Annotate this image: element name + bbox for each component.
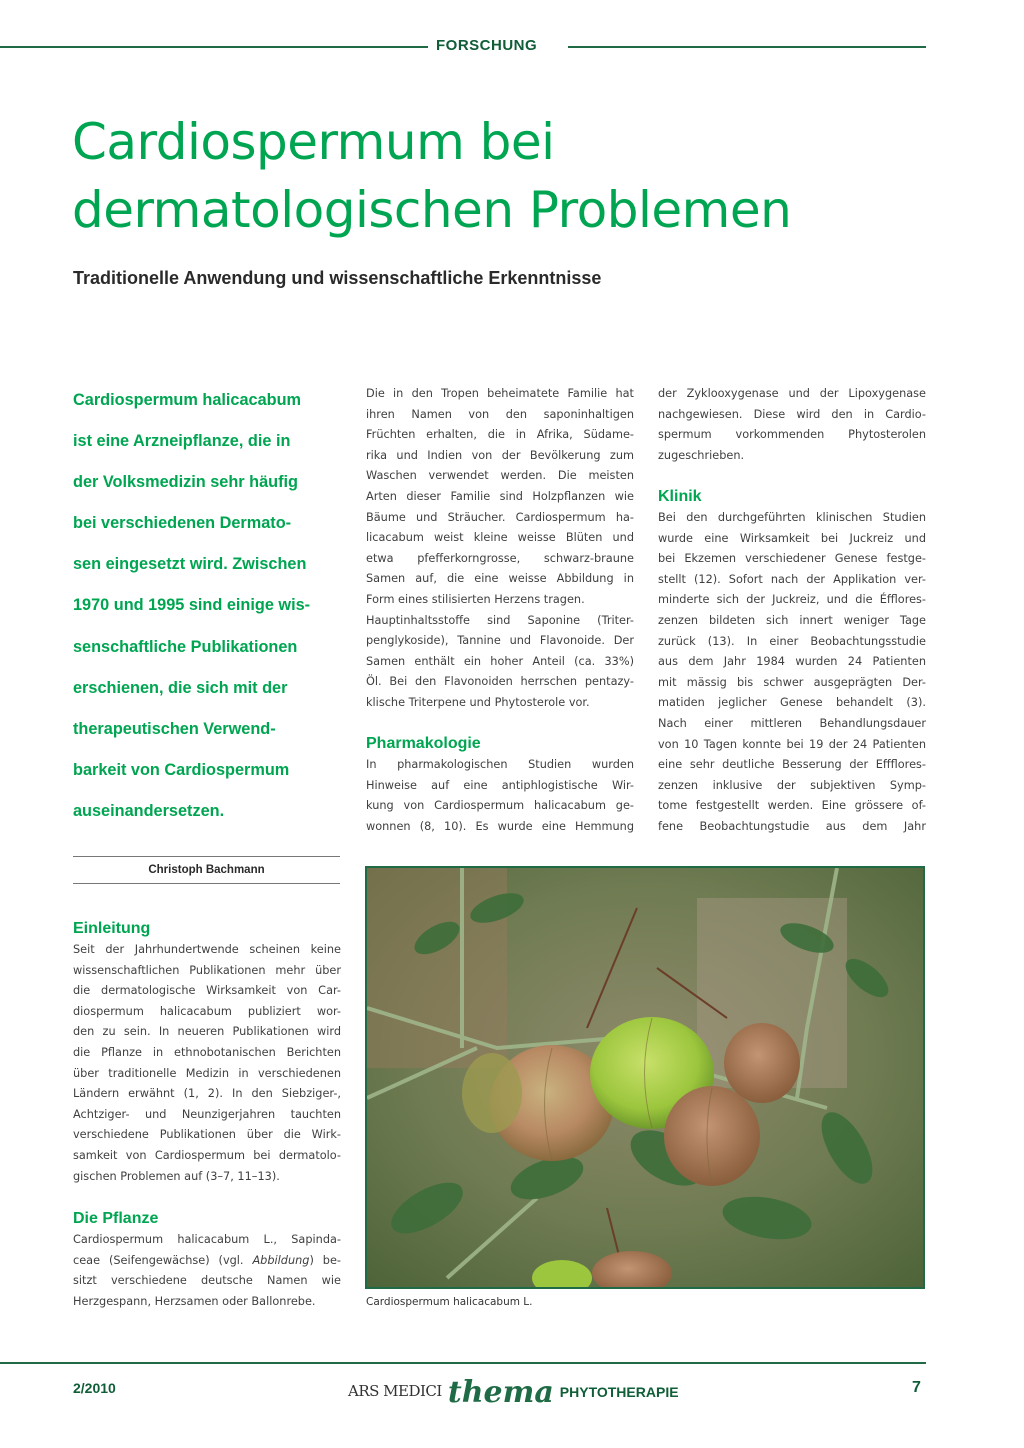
klinik-line: fene Beobachtungstudie aus dem Jahr (658, 819, 926, 833)
pharmakologie-line: In pharmakologischen Studien wurden (366, 758, 634, 771)
pharmakologie-body-continued (658, 384, 926, 466)
plant-photo (365, 866, 925, 1289)
lead-line: auseinandersetzen. (73, 801, 225, 820)
pflanze-text: ) be- (309, 1253, 341, 1267)
pflanze-text: ceae (Seifengewächse) (vgl. (73, 1253, 253, 1267)
section-klinik (658, 486, 926, 838)
page-title (72, 108, 952, 244)
logo-ars-medici: ARS MEDICI (348, 1382, 442, 1400)
lead-line: 1970 und 1995 sind einige wis- (73, 596, 311, 615)
lead-line: barkeit von Cardiospermum (73, 760, 290, 779)
familie-line: ihren Namen von den saponinhaltigen (366, 407, 634, 421)
heading-klinik: Klinik (658, 488, 702, 505)
section-familie (366, 384, 634, 714)
klinik-line: Nach einer mittleren Behandlungsdauer (658, 716, 926, 730)
einleitung-line: verschiedene Publikationen über die Wirk- (73, 1128, 341, 1142)
lead-line: bei verschiedenen Dermato- (73, 514, 292, 533)
familie-line: Früchten erhalten, die in Afrika, Südame- (366, 428, 634, 442)
lead-line: der Volksmedizin sehr häufig (73, 473, 298, 492)
footer-rule (0, 1362, 926, 1364)
header-rule-right (568, 46, 926, 48)
klinik-line: eine sehr deutliche Besserung der Effflores- (658, 758, 926, 772)
figure-caption: Cardiospermum halicacabum L. (366, 1296, 533, 1308)
klinik-line: zenzen inklusive der subjektiven Symp- (658, 778, 926, 792)
issue-number: 2/2010 (73, 1380, 116, 1396)
klinik-line: zurück (13). In einer Beobachtungsstudie (658, 634, 926, 648)
klinik-line: von 10 Tagen konnte bei 19 der 24 Patienten (658, 737, 926, 751)
einleitung-line: über traditionelle Medizin in verschiedenen (73, 1066, 341, 1080)
klinik-line: aus dem Jahr 1984 wurden 24 Patienten (658, 655, 926, 669)
familie-line: Samen auf, die eine weisse Abbildung in (366, 572, 634, 586)
familie-line: licacabum weist kleine weisse Blüten und (366, 531, 634, 545)
lead-line: senschaftliche Publikationen (73, 637, 298, 656)
familie-body (366, 384, 634, 714)
section-einleitung (73, 918, 341, 1187)
page-number: 7 (912, 1379, 921, 1396)
pharmakologie-line: spermum vorkommenden Phytosterolen (658, 428, 926, 442)
pharmakologie-line: kung von Cardiospermum halicacabum ge- (366, 799, 634, 813)
title-line-1: Cardiospermum bei (72, 113, 555, 171)
lead-line: therapeutischen Verwend- (73, 719, 276, 738)
familie-line: Öl. Bei den Flavonoiden herrschen pentazy- (366, 675, 634, 689)
klinik-line: wurde eine Wirksamkeit bei Juckreiz und (658, 531, 926, 545)
klinik-line: Bei den durchgeführten klinischen Studien (658, 511, 926, 524)
pharmakologie-line: wonnen (8, 10). Es wurde eine Hemmung (366, 819, 634, 833)
klinik-line: tome festgestellt werden. Eine grössere of- (658, 799, 926, 813)
lead-line: sen eingesetzt wird. Zwischen (73, 555, 307, 574)
einleitung-line: Achtziger- und Neunzigerjahren tauchten (73, 1107, 341, 1121)
title-line-2: dermatologischen Problemen (72, 181, 792, 239)
einleitung-line: Seit der Jahrhundertwende scheinen keine (73, 943, 341, 956)
pharmakologie-line: der Zyklooxygenase und der Lipoxygenase (658, 387, 926, 400)
einleitung-line: den zu sein. In neueren Publikationen wird (73, 1025, 341, 1039)
familie-line: etwa pfefferkorngrosse, schwarz-braune (366, 551, 634, 565)
familie-line: penglykoside), Tannine und Flavonoide. Der (366, 634, 634, 648)
rubric-label: PHYTOTHERAPIE (559, 1384, 679, 1400)
header-rule-left (0, 46, 428, 48)
pflanze-line: Cardiospermum halicacabum L., Sapinda- (73, 1233, 341, 1246)
pharmakologie-line: nachgewiesen. Diese wird den in Cardio- (658, 407, 926, 421)
einleitung-line: wissenschaftlichen Publikationen mehr über (73, 963, 341, 977)
klinik-line: bei Ekzemen verschiedener Genese festge- (658, 552, 926, 566)
familie-line: Samen enthält ein hoher Anteil (ca. 33%) (366, 654, 634, 668)
logo-thema: thema (447, 1375, 554, 1410)
section-pharmakologie (366, 733, 634, 837)
einleitung-line: gischen Problemen auf (3–7, 11–13). (73, 1169, 280, 1183)
familie-line: Bäume und Sträucher. Cardiospermum ha- (366, 510, 634, 524)
section-pharmakologie-cont (658, 384, 926, 466)
familie-line: Arten dieser Familie sind Holzpflanzen wie (366, 489, 634, 503)
section-die-pflanze (73, 1208, 341, 1312)
plant-photo-illustration (367, 868, 923, 1287)
pflanze-line (73, 1251, 341, 1272)
heading-die-pflanze: Die Pflanze (73, 1210, 159, 1227)
klinik-line: zenzen bildeten sich innert weniger Tage (658, 613, 926, 627)
familie-line: Hauptinhaltsstoffe sind Saponine (Triter- (366, 613, 634, 627)
pharmakologie-line: zugeschrieben. (658, 448, 745, 462)
pflanze-line: Herzgespann, Herzsamen oder Ballonrebe. (73, 1294, 316, 1308)
einleitung-line: samkeit von Cardiospermum bei dermatolo- (73, 1148, 341, 1162)
einleitung-body (73, 940, 341, 1187)
klinik-line: matiden jeglicher Genese behandelt (3). (658, 696, 926, 710)
familie-line: Die in den Tropen beheimatete Familie hat (366, 387, 634, 400)
heading-einleitung: Einleitung (73, 920, 151, 937)
klinik-line: mit mässig bis schwer ausgeprägten Der- (658, 675, 926, 689)
heading-pharmakologie: Pharmakologie (366, 735, 481, 752)
einleitung-line: die dermatologische Wirksamkeit von Car- (73, 984, 341, 998)
pharmakologie-body (366, 755, 634, 837)
familie-line: Form eines stilisierten Herzens tragen. (366, 592, 585, 606)
abbildung-reference: Abbildung (252, 1253, 310, 1267)
klinik-line: stellt (12). Sofort nach der Applikation ver- (658, 572, 926, 586)
pharmakologie-line: Hinweise auf eine antiphlogistische Wir- (366, 778, 634, 792)
author-byline: Christoph Bachmann (73, 856, 340, 884)
einleitung-line: Ländern erwähnt (1, 2). In den Siebziger-, (73, 1087, 341, 1101)
subtitle: Traditionelle Anwendung und wissenschaftliche Erkenntnisse (73, 268, 602, 288)
einleitung-line: die Pflanze in ethnobotanischen Berichten (73, 1045, 341, 1059)
lead-line: Cardiospermum halicacabum (73, 391, 302, 409)
section-label: FORSCHUNG (436, 37, 538, 54)
klinik-body (658, 508, 926, 838)
lead-line: ist eine Arzneipflanze, die in (73, 432, 291, 451)
einleitung-line: diospermum halicacabum publiziert wor- (73, 1004, 341, 1018)
familie-line: rika und Indien von der Bevölkerung zum (366, 448, 634, 462)
familie-line: Waschen verwendet werden. Die meisten (366, 469, 634, 483)
publication-logo (348, 1372, 679, 1408)
familie-line: klische Triterpene und Phytosterole vor. (366, 695, 590, 709)
pflanze-line: sitzt verschiedene deutsche Namen wie (73, 1274, 341, 1288)
lead-paragraph (73, 380, 343, 832)
klinik-line: minderte sich der Juckreiz, und die Éfflores- (658, 593, 926, 607)
lead-line: erschienen, die sich mit der (73, 678, 288, 697)
